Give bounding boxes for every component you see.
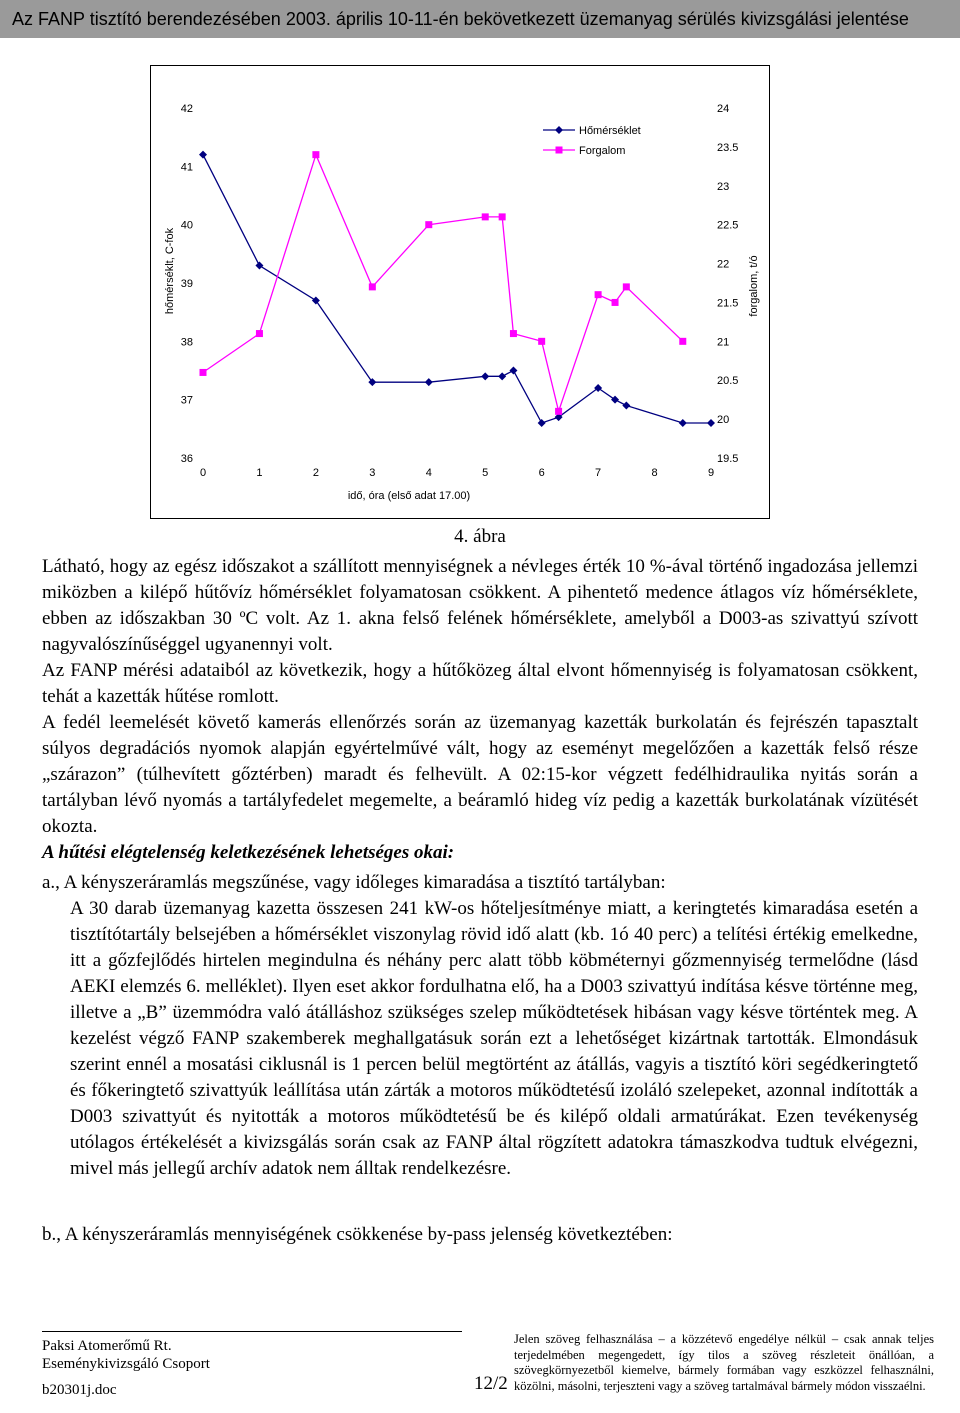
temperature-data-point — [199, 151, 207, 159]
x-tick-label: 8 — [651, 467, 658, 479]
flow-data-point — [595, 291, 602, 298]
y-tick-label: 40 — [180, 219, 193, 232]
y2-tick-label: 20.5 — [717, 375, 739, 388]
footer-dept: Eseménykivizsgáló Csoport — [42, 1356, 210, 1372]
y2-tick-label: 19.5 — [717, 453, 739, 465]
y2-axis-label: forgalom, t/ó — [748, 255, 760, 317]
legend-label-temperature: Hőmérséklet — [579, 125, 641, 137]
item-b-title: b., A kényszeráramlás mennyiségének csökkenése by-pass jelenség következtében: — [42, 1224, 673, 1245]
flow-data-point — [200, 369, 207, 376]
y2-tick-label: 21.5 — [717, 297, 739, 310]
x-tick-label: 2 — [312, 467, 319, 479]
y-tick-label: 37 — [180, 394, 193, 407]
flow-data-point — [425, 221, 432, 228]
x-tick-label: 7 — [595, 467, 602, 479]
y2-tick-label: 22 — [717, 258, 730, 271]
temperature-data-point — [425, 378, 433, 386]
page-number: 12/2 — [474, 1373, 508, 1394]
temperature-data-point — [509, 367, 517, 375]
section-heading: A hűtési elégtelenség keletkezésének lehetséges okai: — [42, 842, 455, 863]
y-tick-label: 41 — [180, 161, 193, 174]
temperature-data-point — [622, 402, 630, 410]
temperature-data-point — [538, 419, 546, 427]
y2-tick-label: 23 — [717, 180, 730, 193]
item-a-body: A 30 darab üzemanyag kazetta összesen 241 kW-os hőteljesítménye miatt, a keringtetés kimaradása esetén a tisztítótartály belsejében a hőmérséklet viszonylag rövid idő alatt (kb. 1ó 40 perc) a telítési értékig emelkedne, itt a gőzfejlődés hirtelen megindulna és néhány perc alatt több köbméternyi gőzmennyiség termelődne (lásd AEKI elemzés 6. melléklet). Ilyen eset akkor fordulhatna elő, ha a D003 szivattyú indítása késve történne meg, illetve a „B” üzemmódra való átálláshoz szükséges szelep működtetések hibásan vagy késve történtek meg. A kezelést végző FANP szakemberek meghallgatásuk során ezt a lehetőséget kizártnak tartották. Elmondásuk szerint ennél a mosatási ciklusnál is 1 percen belül megtörtént az átállás, vagyis a tisztító köri segédkeringtető és főkeringtető szivattyúk leállítása után zárták a motoros működtetésű izoláló szelepeket, azonnal indították a D003 szivattyút és nyitották a motoros működtetésű be és kilépő oldali armatúrákat. Ezen tevékenység utólagos értékelését a kivizsgálás során csak az FANP által rögzített adatokra támaszkodva tudtuk elvégezni, mivel más jellegű archív adatok nem álltak rendelkezésre. — [70, 898, 918, 1179]
footer-rule — [42, 1331, 462, 1332]
x-tick-label: 4 — [425, 467, 432, 479]
flow-data-point — [555, 408, 562, 415]
footer-usage-note: Jelen szöveg felhasználása – a közzétevő engedélye nélkül – csak annak teljes terjedelmében megengedett, így tilos a szöveg részleteit önállóan, a szövegkörnyezetből kiemelve, bármely formában vagy eszközzel felhasználni, közölni, másolni, terjeszteni vagy a szöveg tartalmával bármely módon visszaélni. — [514, 1332, 934, 1393]
x-tick-label: 0 — [199, 467, 207, 479]
document-header: Az FANP tisztító berendezésében 2003. április 10-11-én bekövetkezett üzemanyag sérülés kivizsgálási jelentése — [0, 0, 960, 38]
flow-data-point — [612, 299, 619, 306]
y2-tick-label: 24 — [717, 103, 730, 115]
temperature-data-point — [312, 297, 320, 305]
legend-label-flow: Forgalom — [579, 145, 626, 157]
footer-file: b20301j.doc — [42, 1382, 117, 1398]
x-tick-label: 3 — [369, 467, 376, 479]
y2-tick-label: 21 — [717, 336, 730, 349]
x-tick-label: 6 — [538, 467, 545, 479]
y-tick-label: 36 — [180, 453, 193, 465]
temperature-series-line — [203, 155, 711, 423]
flow-data-point — [482, 213, 489, 220]
chart-legend — [537, 116, 675, 164]
x-tick-label: 5 — [482, 467, 489, 479]
y2-tick-label: 22.5 — [717, 219, 739, 232]
flow-data-point — [623, 283, 630, 290]
flow-data-point — [538, 338, 545, 345]
flow-data-point — [369, 283, 376, 290]
temperature-data-point — [498, 372, 506, 380]
x-axis-label: idő, óra (első adat 17.00) — [347, 490, 471, 502]
chart-frame — [150, 65, 770, 519]
y-axis-label: hőmérséklt, C-fok — [164, 227, 176, 315]
paragraph-inspection: A fedél leemelését követő kamerás ellenőrzés során az üzemanyag kazetták burkolatán és fejrészén tapasztalt súlyos degradációs nyomok alapján egyértelművé vált, hogy az eseményt megelőzően a kazetták felső része „szárazon” (túlhevített gőztérben) maradt és felhevült. A 02:15-kor végzett fedélhidraulika nyitás során a tartályban lévő nyomás a tartályfedelet megemelte, a beáramló hideg víz pedig a kazetták burkolatának vízütését okozta. — [42, 712, 918, 837]
figure-caption: 4. ábra — [454, 526, 506, 547]
flow-data-point — [256, 330, 263, 337]
item-a-title: a., A kényszeráramlás megszűnése, vagy időleges kimaradása a tisztító tartályban: — [42, 872, 666, 893]
flow-data-point — [679, 338, 686, 345]
x-tick-label: 1 — [256, 467, 263, 479]
flow-data-point — [510, 330, 517, 337]
temperature-data-point — [679, 419, 687, 427]
y2-tick-label: 20 — [717, 414, 730, 427]
temperature-data-point — [707, 419, 715, 427]
y-tick-label: 39 — [180, 278, 193, 290]
temperature-data-point — [611, 396, 619, 404]
y2-tick-label: 23.5 — [717, 141, 739, 154]
y-tick-label: 38 — [180, 336, 193, 349]
footer-org: Paksi Atomerőmű Rt. — [42, 1338, 172, 1354]
x-tick-label: 9 — [707, 467, 715, 479]
flow-data-point — [312, 151, 319, 158]
flow-series-line — [203, 155, 683, 412]
temperature-data-point — [481, 372, 489, 380]
temperature-data-point — [368, 378, 376, 386]
line-chart — [151, 66, 769, 518]
y-tick-label: 42 — [180, 103, 193, 115]
flow-data-point — [499, 213, 506, 220]
paragraph-observation: Látható, hogy az egész időszakot a szállított mennyiségnek a névleges érték 10 %-ával történő ingadozása jellemzi miközben a kilépő hűtővíz hőmérséklet folyamatosan csökkent. A pihentető medence átlagos víz hőmérséklete, ebben az időszakban 30 ºC volt. Az 1. akna felső felének hőmérséklete, amelyből a D003-as szivattyú szívott nagyvalószínűséggel ugyanennyi volt. — [42, 556, 918, 655]
paragraph-fanp-data: Az FANP mérési adataiból az következik, hogy a hűtőközeg által elvont hőmennyiség is folyamatosan csökkent, tehát a kazetták hűtése romlott. — [42, 660, 918, 707]
temperature-data-point — [255, 262, 263, 270]
legend-marker-flow — [556, 147, 563, 154]
